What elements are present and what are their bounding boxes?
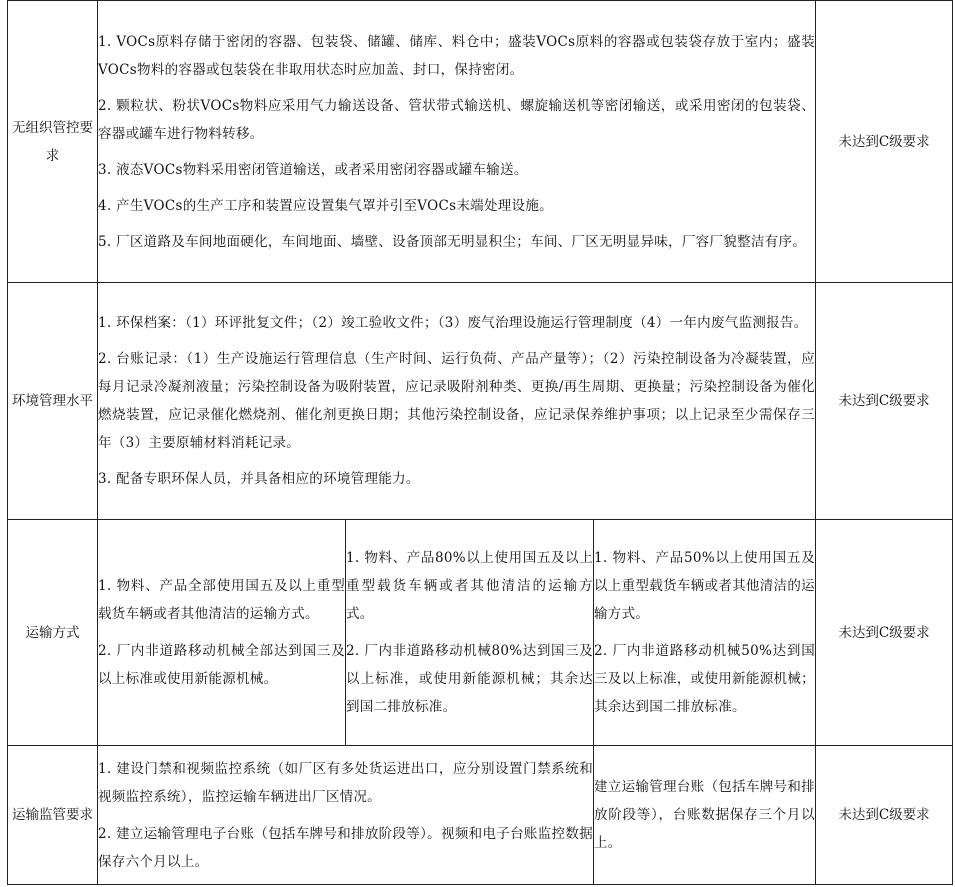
row-label: 环境管理水平 <box>8 283 98 520</box>
requirement-item: 2. 台账记录：（1）生产设施运行管理信息（生产时间、运行负荷、产品产量等）；（2）污染控制设备为冷凝装置，应每月记录冷凝剂液量；污染控制设备为吸附装置，应记录吸附剂种类、更换/再生周期、更换量；污染控制设备为催化燃烧装置，应记录催化燃烧剂、催化剂更换日期；其他污染控制设备，应记录保养维护事项；以上记录至少需保存三年（3）主要原辅材料消耗记录。 <box>98 351 815 451</box>
requirement-item: 4. 产生VOCs的生产工序和装置应设置集气罩并引至VOCs末端处理设施。 <box>98 197 553 214</box>
requirement-item: 2. 颗粒状、粉状VOCs物料应采用气力输送设备、管状带式输送机、螺旋输送机等密闭输送，或采用密闭的包装袋、容器或罐车进行物料转移。 <box>98 97 815 142</box>
requirement-item: 1. 建设门禁和视频监控系统（如厂区有多处货运进出口，应分别设置门禁系统和视频监控系统），监控运输车辆进出厂区情况。 <box>98 760 593 805</box>
requirement-item: 2. 建立运输管理电子台账（包括车牌号和排放阶段等）。视频和电子台账监控数据保存六个月以上。 <box>98 825 593 870</box>
supervision-ab-cell <box>98 746 594 885</box>
requirement-item: 5. 厂区道路及车间地面硬化，车间地面、墙壁、设备顶部无明显积尘；车间、厂区无明显异味，厂容厂貌整洁有序。 <box>98 233 807 250</box>
requirement-item: 2. 厂内非道路移动机械50%达到国三及以上标准，或使用新能源机械；其余达到国二排放标准。 <box>594 643 815 715</box>
status-cell: 未达到C级要求 <box>816 283 953 520</box>
grade-b-cell <box>346 520 594 746</box>
requirements-table <box>7 0 953 885</box>
requirement-item: 2. 厂内非道路移动机械80%达到国三及以上标准，或使用新能源机械；其余达到国二排放标准。 <box>346 643 593 715</box>
status-cell: 未达到C级要求 <box>816 746 953 885</box>
row-transport-mode <box>8 520 953 746</box>
row-label: 无组织管控要求 <box>8 1 98 283</box>
requirement-item: 1. 环保档案：（1）环评批复文件；（2）竣工验收文件；（3）废气治理设施运行管理制度（4）一年内废气监测报告。 <box>98 315 808 331</box>
row-transport-supervision <box>8 746 953 885</box>
grade-c-cell <box>594 520 816 746</box>
requirement-item: 建立运输管理台账（包括车牌号和排放阶段等），台账数据保存三个月以上。 <box>594 779 815 851</box>
requirement-item: 1. 物料、产品50%以上使用国五及以上重型载货车辆或者其他清洁的运输方式。 <box>594 550 815 622</box>
requirement-item: 1. 物料、产品80%以上使用国五及以上重型载货车辆或者其他清洁的运输方式。 <box>346 550 593 622</box>
supervision-c-cell <box>594 746 816 885</box>
grade-a-cell <box>98 520 346 746</box>
row-label: 运输方式 <box>8 520 98 746</box>
requirements-content <box>98 1 816 283</box>
row-environment-management <box>8 283 953 520</box>
row-label: 运输监管要求 <box>8 746 98 885</box>
requirement-item: 2. 厂内非道路移动机械全部达到国三及以上标准或使用新能源机械。 <box>98 643 345 687</box>
row-fugitive-control <box>8 1 953 283</box>
requirement-item: 1. 物料、产品全部使用国五及以上重型载货车辆或者其他清洁的运输方式。 <box>98 578 345 622</box>
requirements-content <box>98 283 816 520</box>
requirement-item: 3. 配备专职环保人员，并具备相应的环境管理能力。 <box>98 471 420 487</box>
requirement-item: 1. VOCs原料存储于密闭的容器、包装袋、储罐、储库、料仓中；盛装VOCs原料的容器或包装袋存放于室内；盛装VOCs物料的容器或包装袋在非取用状态时应加盖、封口，保持密闭。 <box>98 33 815 78</box>
status-cell: 未达到C级要求 <box>816 520 953 746</box>
requirement-item: 3. 液态VOCs物料采用密闭管道输送，或者采用密闭容器或罐车输送。 <box>98 161 528 178</box>
status-cell: 未达到C级要求 <box>816 1 953 283</box>
